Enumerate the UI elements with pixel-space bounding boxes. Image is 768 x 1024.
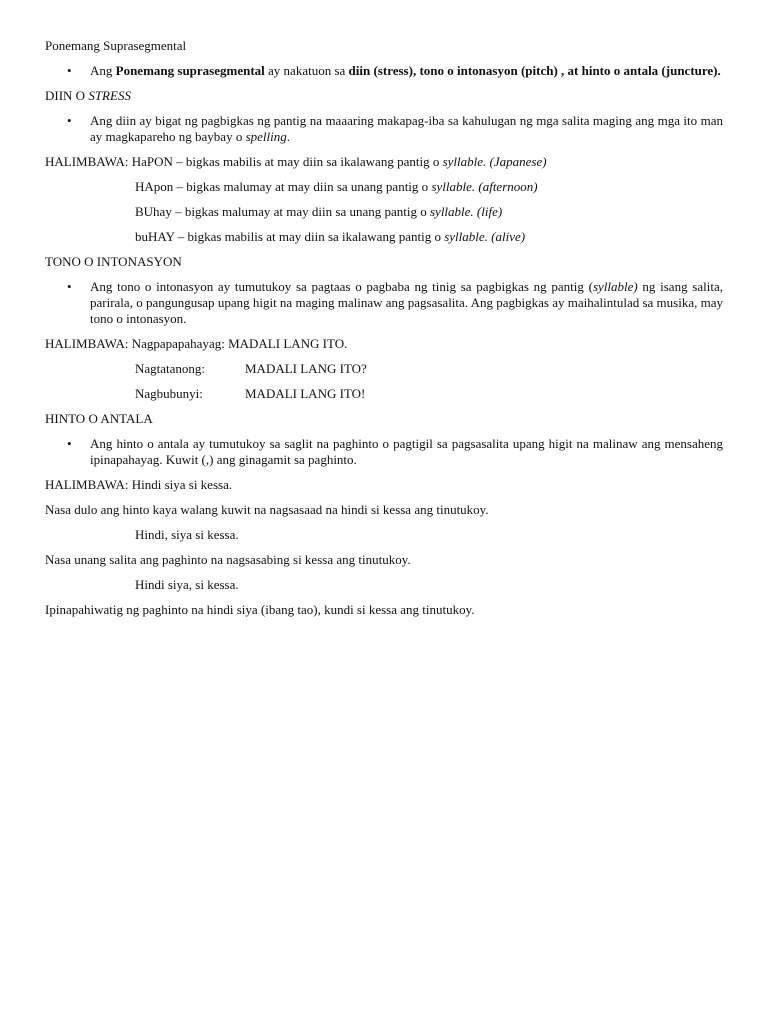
tono-bullet-italic: syllable)	[592, 279, 638, 294]
tono-example-main: HALIMBAWA: Nagpapapahayag: MADALI LANG ITO.	[45, 336, 348, 351]
example-lead: BUhay – bigkas malumay at may diin sa unang pantig o	[135, 204, 430, 219]
hinto-bullet-text: Ang hinto o antala ay tumutukoy sa saglit na paghinto o pagtigil sa pagsasalita upang higit na malinaw ang mensaheng ipinapahayag. Kuwit (,) ang ginagamit sa paghinto.	[90, 436, 723, 467]
hinto-heading: HINTO O ANTALA	[45, 411, 153, 426]
hinto-example-3: Hindi siya, si kessa.	[135, 577, 239, 592]
tono-example-2	[45, 361, 723, 377]
example-lead: HApon – bigkas malumay at may diin sa unang pantig o	[135, 179, 432, 194]
example-italic: syllable. (alive)	[444, 229, 526, 244]
tono-bullet-text: Ang tono o intonasyon ay tumutukoy sa pagtaas o pagbaba ng tinig sa pagbigkas ng pantig (	[90, 279, 593, 294]
hinto-bullet	[45, 436, 723, 468]
example-label: Nagtatanong:	[135, 361, 206, 376]
document-page	[45, 38, 723, 618]
tono-bullet-end: ng isang salita, parirala, o pangungusap upang higit na maging malinaw ang pagsasalita. Ang pagbigkas ay maihalintulad sa musika, may tono o intonasyon.	[90, 279, 723, 326]
example-italic: syllable. (Japanese)	[442, 154, 547, 169]
tono-bullet	[45, 279, 723, 327]
hinto-example-2: Hindi, siya si kessa.	[135, 527, 239, 542]
example-lead: HALIMBAWA: HaPON – bigkas mabilis at may diin sa ikalawang pantig o	[45, 154, 443, 169]
bullet-mark: •	[67, 279, 72, 294]
intro-bold-2: diin (stress), tono o intonasyon (pitch) , at hinto o antala (juncture).	[348, 63, 721, 78]
intro-bold-1: Ponemang suprasegmental	[115, 63, 265, 78]
diin-heading	[45, 88, 723, 104]
diin-heading-italic: STRESS	[88, 88, 131, 103]
diin-bullet-text: Ang diin ay bigat ng pagbigkas ng pantig na maaaring makapag-iba sa kahulugan ng mga salita maging ang mga ito man ay magkapareho ng baybay o	[90, 113, 723, 144]
diin-bullet-italic: spelling	[245, 129, 287, 144]
hinto-example-main: HALIMBAWA: Hindi siya si kessa.	[45, 477, 233, 492]
diin-example-3	[45, 204, 723, 220]
document-title: Ponemang Suprasegmental	[45, 38, 187, 53]
bullet-mark: •	[67, 113, 72, 128]
intro-text-1: Ang	[90, 63, 116, 78]
example-text: MADALI LANG ITO?	[245, 361, 367, 376]
bullet-mark: •	[67, 436, 72, 451]
diin-heading-plain: DIIN O	[45, 88, 89, 103]
intro-bullet	[45, 63, 723, 79]
example-lead: buHAY – bigkas mabilis at may diin sa ikalawang pantig o	[135, 229, 445, 244]
bullet-mark: •	[67, 63, 72, 78]
tono-example-3	[45, 386, 723, 402]
diin-example-2	[45, 179, 723, 195]
diin-bullet-end: .	[286, 129, 291, 144]
diin-example-4	[45, 229, 723, 245]
hinto-note-3: Ipinapahiwatig ng paghinto na hindi siya (ibang tao), kundi si kessa ang tinutukoy.	[45, 602, 475, 617]
tono-heading: TONO O INTONASYON	[45, 254, 182, 269]
diin-example-1	[45, 154, 723, 170]
hinto-note-1: Nasa dulo ang hinto kaya walang kuwit na nagsasaad na hindi si kessa ang tinutukoy.	[45, 502, 489, 517]
example-italic: syllable. (life)	[429, 204, 503, 219]
example-text: MADALI LANG ITO!	[245, 386, 366, 401]
diin-bullet	[45, 113, 723, 145]
hinto-note-2: Nasa unang salita ang paghinto na nagsasabing si kessa ang tinutukoy.	[45, 552, 411, 567]
intro-text-2: ay nakatuon sa	[264, 63, 349, 78]
example-label: Nagbubunyi:	[135, 386, 203, 401]
example-italic: syllable. (afternoon)	[431, 179, 538, 194]
